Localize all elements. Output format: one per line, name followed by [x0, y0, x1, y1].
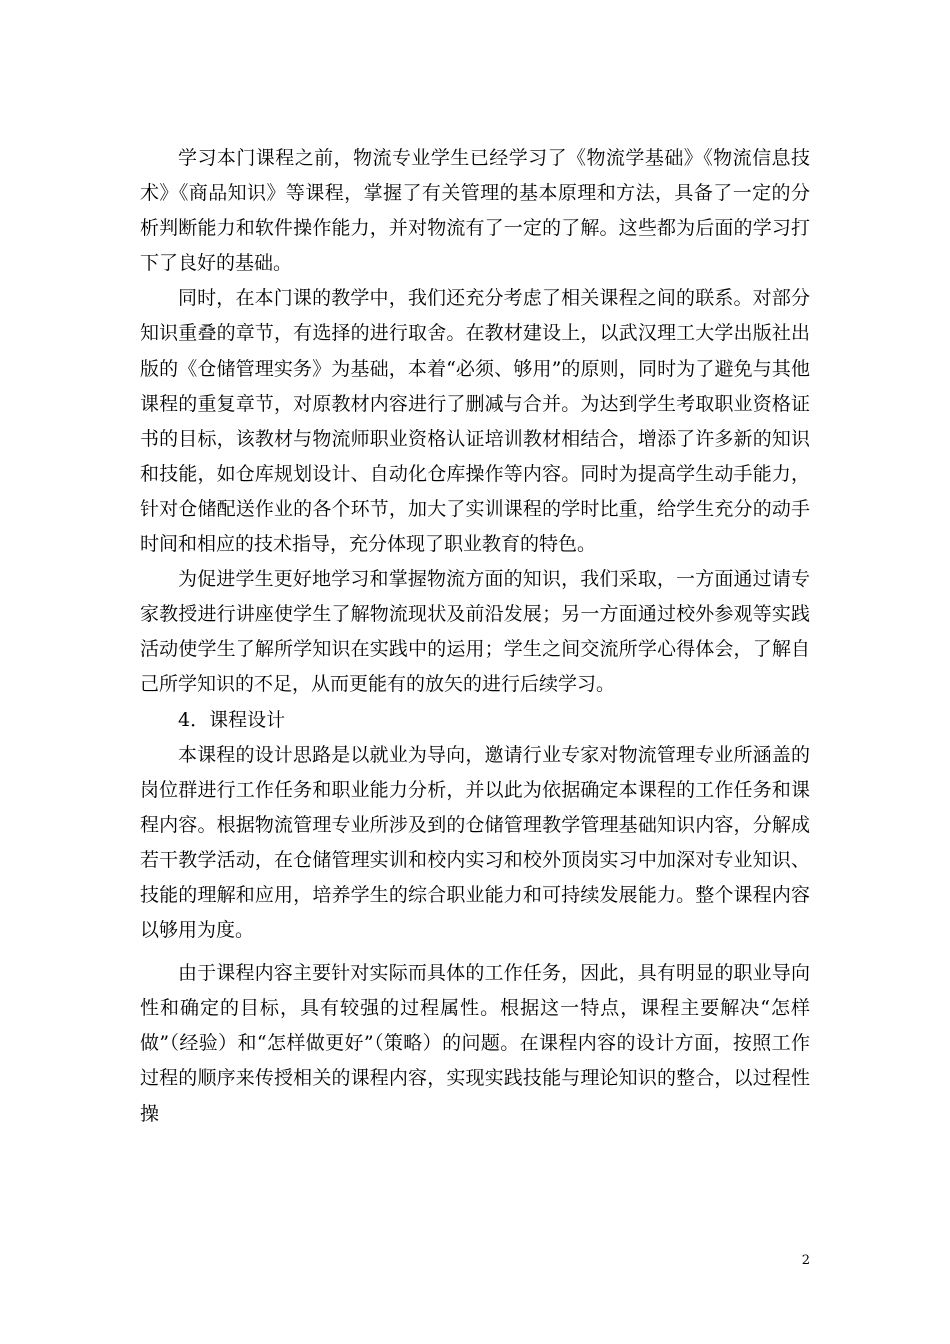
paragraph-design-approach: 本课程的设计思路是以就业为导向，邀请行业专家对物流管理专业所涵盖的岗位群进行工作任务和职业能力分析，并以此为依据确定本课程的工作任务和课程内容。根据物流管理专业所涉及到的仓储管理教学管理基础知识内容，分解成若干教学活动，在仓储管理实训和校内实习和校外顶岗实习中加深对专业知识、技能的理解和应用，培养学生的综合职业能力和可持续发展能力。整个课程内容以够用为度。 [140, 743, 810, 942]
page-number: 2 [801, 1253, 810, 1268]
document-body [140, 141, 810, 1132]
section-heading-course-design: 4．课程设计 [178, 708, 286, 731]
paragraph-course-relations: 同时，在本门课的教学中，我们还充分考虑了相关课程之间的联系。对部分知识重叠的章节，有选择的进行取舍。在教材建设上，以武汉理工大学出版社出版的《仓储管理实务》为基础，本着“必须、够用”的原则，同时为了避免与其他课程的重复章节，对原教材内容进行了删减与合并。为达到学生考取职业资格证书的目标，该教材与物流师职业资格认证培训教材相结合，增添了许多新的知识和技能，如仓库规划设计、自动化仓库操作等内容。同时为提高学生动手能力，针对仓储配送作业的各个环节，加大了实训课程的学时比重，给学生充分的动手时间和相应的技术指导，充分体现了职业教育的特色。 [140, 287, 810, 556]
paragraph-course-content: 由于课程内容主要针对实际而具体的工作任务，因此，具有明显的职业导向性和确定的目标，具有较强的过程属性。根据这一特点，课程主要解决“怎样做”（经验）和“怎样做更好”（策略）的问题。在课程内容的设计方面，按照工作过程的顺序来传授相关的课程内容，实现实践技能与理论知识的整合，以过程性操 [140, 962, 810, 1125]
paragraph-prior-courses: 学习本门课程之前，物流专业学生已经学习了《物流学基础》《物流信息技术》《商品知识》等课程，掌握了有关管理的基本原理和方法，具备了一定的分析判断能力和软件操作能力，并对物流有了一定的了解。这些都为后面的学习打下了良好的基础。 [140, 147, 810, 275]
paragraph-learning-methods: 为促进学生更好地学习和掌握物流方面的知识，我们采取，一方面通过请专家教授进行讲座使学生了解物流现状及前沿发展；另一方面通过校外参观等实践活动使学生了解所学知识在实践中的运用；学生之间交流所学心得体会，了解自己所学知识的不足，从而更能有的放矢的进行后续学习。 [140, 568, 810, 696]
